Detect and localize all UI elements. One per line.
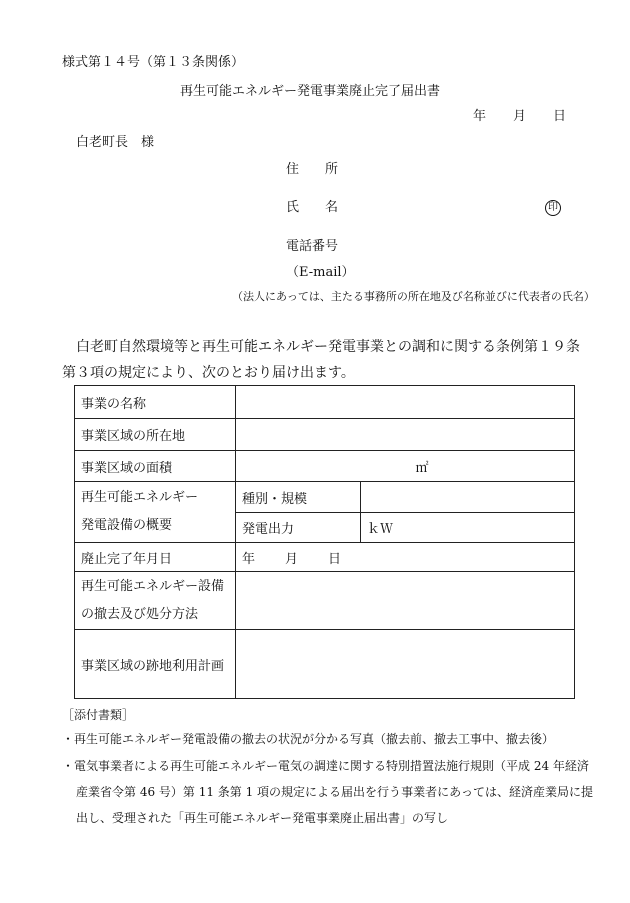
removal-method-label (75, 572, 236, 630)
removal-label-line-2: の撤去及び処分方法 (81, 606, 199, 622)
removal-label-line-1: 再生可能エネルギー設備 (81, 578, 225, 594)
area-unit: ㎡ (236, 451, 575, 482)
cd-month: 月 (285, 551, 299, 567)
corporate-note: （法人にあっては、主たる事務所の所在地及び名称並びに代表者の氏名） (232, 290, 595, 303)
business-name-value (236, 386, 575, 419)
form-number: 様式第１４号（第１３条関係） (62, 55, 245, 70)
intro-paragraph (62, 334, 582, 386)
table-row (75, 451, 575, 482)
type-scale-value (361, 482, 575, 513)
attachment-item-2-line-3: 出し、受理された「再生可能エネルギー発電事業廃止届出書」の写し (76, 811, 449, 825)
name-label: 氏 名 (286, 200, 339, 215)
seal-icon: 印 (545, 200, 561, 216)
table-row (75, 419, 575, 451)
form-title: 再生可能エネルギー発電事業廃止完了届出書 (180, 84, 441, 99)
address-label: 住 所 (286, 162, 339, 177)
equipment-overview-label (75, 482, 236, 543)
attachment-item-2-line-1: ・電気事業者による再生可能エネルギー電気の調達に関する特別措置法施行規則（平成 24 年経済 (62, 759, 589, 773)
site-plan-value (236, 630, 575, 699)
attachment-item-1: ・再生可能エネルギー発電設備の撤去の状況が分かる写真（撤去前、撤去工事中、撤去後） (62, 732, 555, 746)
attachments-heading: ［添付書類］ (62, 708, 135, 722)
business-location-label: 事業区域の所在地 (75, 419, 236, 451)
recipient: 白老町長 様 (76, 135, 155, 150)
site-plan-label: 事業区域の跡地利用計画 (75, 630, 236, 699)
removal-method-value (236, 572, 575, 630)
table-row (75, 482, 575, 513)
phone-label: 電話番号 (286, 239, 339, 254)
business-area-label: 事業区域の面積 (75, 451, 236, 482)
date-month-label: 月 (513, 109, 527, 124)
completion-date-value (236, 543, 575, 572)
table-row (75, 386, 575, 419)
equipment-label-line-1: 再生可能エネルギー (81, 490, 199, 505)
business-location-value (236, 419, 575, 451)
email-label: （E-mail） (286, 265, 355, 280)
attachment-item-2-line-2: 産業省令第 46 号）第 11 条第 1 項の規定による届出を行う事業者にあっては、経済産業局に提 (76, 785, 593, 799)
cd-year: 年 (242, 551, 256, 567)
business-name-label: 事業の名称 (75, 386, 236, 419)
table-row (75, 630, 575, 699)
seal-mark (545, 195, 561, 216)
table-row (75, 543, 575, 572)
cd-day: 日 (328, 551, 342, 567)
date-year-label: 年 (473, 109, 487, 124)
equipment-label-line-2: 発電設備の概要 (81, 518, 173, 533)
output-label: 発電出力 (236, 513, 361, 543)
notification-table (74, 385, 575, 699)
completion-date-label: 廃止完了年月日 (75, 543, 236, 572)
intro-line-2: 第３項の規定により、次のとおり届け出ます。 (62, 365, 355, 381)
type-scale-label: 種別・規模 (236, 482, 361, 513)
table-row (75, 572, 575, 630)
output-unit: ｋＷ (361, 513, 575, 543)
date-day-label: 日 (553, 109, 567, 124)
intro-line-1: 白老町自然環境等と再生可能エネルギー発電事業との調和に関する条例第１９条 (76, 339, 580, 355)
